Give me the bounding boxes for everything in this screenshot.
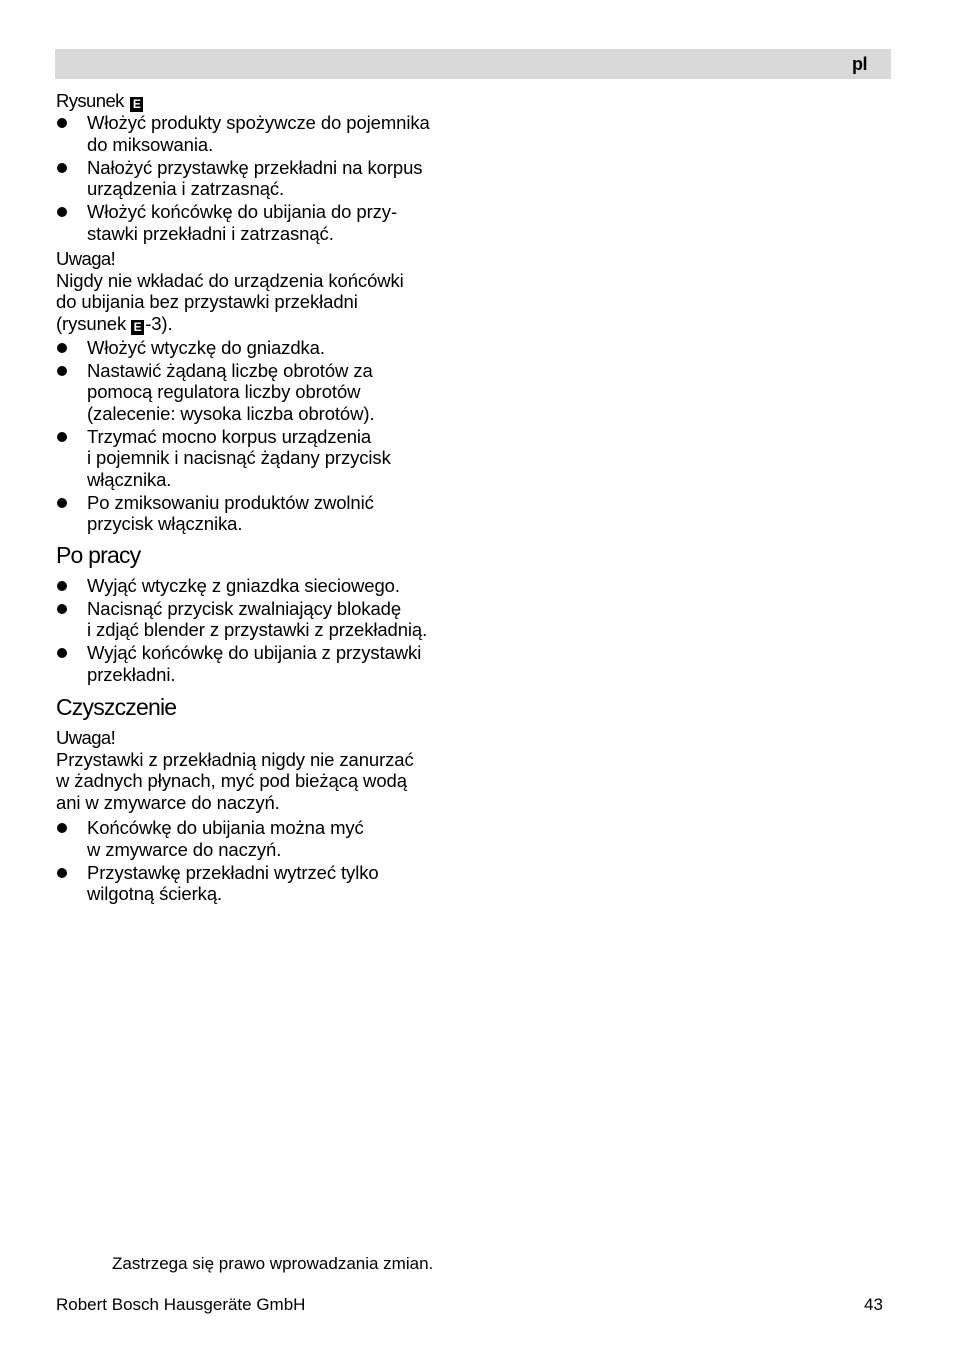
list-item: Wyjąć wtyczkę z gniazdka sieciowego. <box>56 575 466 597</box>
warning-label: Uwaga! <box>56 727 116 748</box>
warning-label: Uwaga! <box>56 248 116 269</box>
list-item: Nacisnąć przycisk zwalniający blokadę i zdjąć blender z przystawki z przekładnią. <box>56 598 466 641</box>
list-item: Po zmiksowaniu produktów zwolnić przycisk włącznika. <box>56 492 466 535</box>
main-column <box>56 90 466 906</box>
warning-text: Przystawki z przekładnią nigdy nie zanurzać w żadnych płynach, myć pod bieżącą wodą ani w zmywarce do naczyń. <box>56 748 414 813</box>
list-item: Przystawkę przekładni wytrzeć tylko wilgotną ścierką. <box>56 862 466 905</box>
list-item: Trzymać mocno korpus urządzenia i pojemnik i nacisnąć żądany przycisk włącznika. <box>56 426 466 491</box>
figure-e-icon: E <box>131 320 144 335</box>
steps-list-2 <box>56 337 466 535</box>
header-bar <box>55 49 891 79</box>
section-title-after-use: Po pracy <box>56 541 141 568</box>
list-item: Nastawić żądaną liczbę obrotów za pomocą regulatora liczby obrotów (zalecenie: wysoka liczba obrotów). <box>56 360 466 425</box>
figure-label <box>56 90 466 112</box>
list-item: Włożyć produkty spożywcze do pojemnika do miksowania. <box>56 112 466 155</box>
list-item: Włożyć wtyczkę do gniazdka. <box>56 337 466 359</box>
steps-list-1 <box>56 112 466 244</box>
cleaning-list <box>56 817 466 905</box>
disclaimer: Zastrzega się prawo wprowadzania zmian. <box>112 1254 434 1273</box>
figure-e-icon: E <box>130 97 143 112</box>
footer-company: Robert Bosch Hausgeräte GmbH <box>56 1295 306 1314</box>
after-use-list <box>56 575 466 686</box>
figure-label-text: Rysunek <box>56 90 124 111</box>
language-code: pl <box>852 54 867 74</box>
page-number: 43 <box>864 1295 883 1314</box>
warning-text: Nigdy nie wkładać do urządzenia końcówki do ubijania bez przystawki przekładni (rysunek E -3). <box>56 269 404 334</box>
list-item: Wyjąć końcówkę do ubijania z przystawki przekładni. <box>56 642 466 685</box>
warning-block-1 <box>56 248 466 335</box>
list-item: Włożyć końcówkę do ubijania do przy- stawki przekładni i zatrzasnąć. <box>56 201 466 244</box>
list-item: Końcówkę do ubijania można myć w zmywarce do naczyń. <box>56 817 466 860</box>
section-title-cleaning: Czyszczenie <box>56 694 177 720</box>
list-item: Nałożyć przystawkę przekładni na korpus urządzenia i zatrzasnąć. <box>56 157 466 200</box>
